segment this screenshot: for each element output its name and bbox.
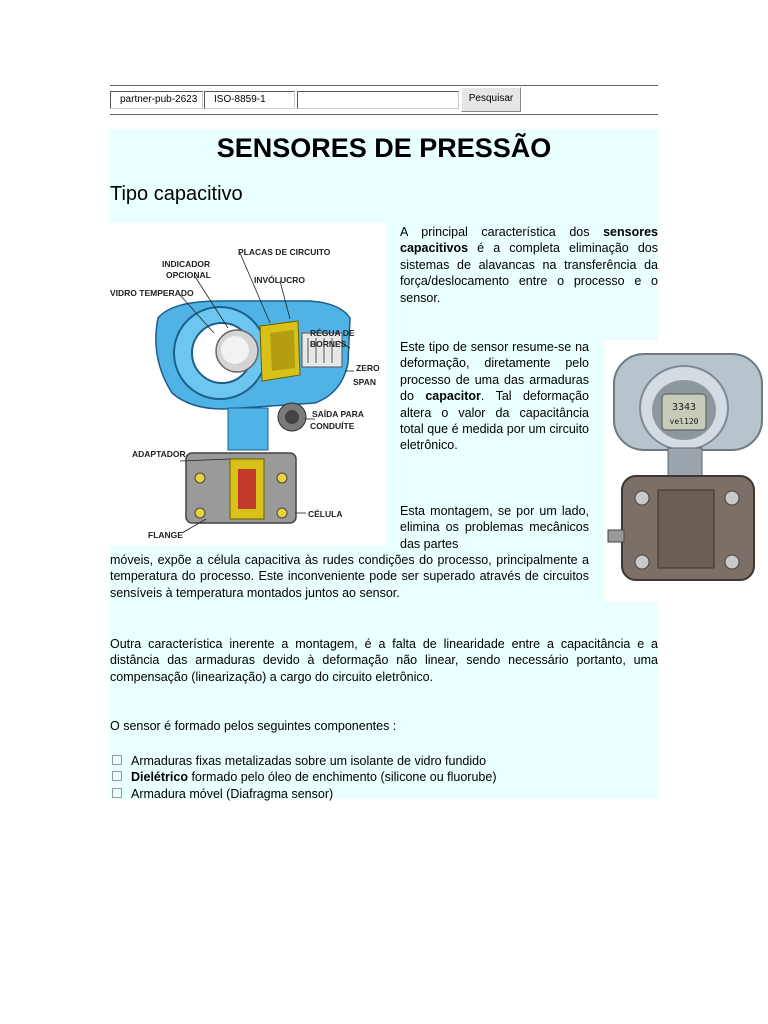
p1-text-a: A principal característica dos	[400, 225, 604, 239]
list-item-bold: Dielétrico	[131, 770, 188, 785]
label-saida: SAÍDA PARA	[312, 409, 364, 419]
label-adaptador: ADAPTADOR	[132, 449, 186, 459]
list-item	[110, 769, 658, 785]
page-title: SENSORES DE PRESSÃO	[216, 133, 552, 163]
sensor-cutaway-diagram	[110, 223, 386, 546]
checkbox-icon	[112, 771, 122, 781]
paragraph-3-top: Esta montagem, se por um lado, elimina os problemas mecânicos das partes	[400, 504, 589, 551]
paragraph-4: Outra característica inerente a montagem, é a falta de linearidade entre a capacitância e a distância das armaduras devido à deformação não linear, sendo necessário portanto, uma compensação (linearização) a cargo do circuito eletrônico.	[110, 637, 658, 684]
label-regua: RÉGUA DE	[310, 328, 355, 338]
label-celula: CÉLULA	[308, 509, 343, 519]
bottom-rule	[110, 114, 658, 115]
search-bar	[110, 87, 658, 113]
section-title: Tipo capacitivo	[110, 183, 243, 205]
photo-display-line2: vel120	[669, 417, 699, 426]
list-item	[110, 753, 658, 769]
list-item-text: formado pelo óleo de enchimento (silicone ou fluorube)	[187, 770, 497, 785]
p1-text-c: é a completa eliminação dos sistemas de alavancas na transferência da força/deslocamento entre o processo e o sensor.	[400, 241, 658, 305]
list-item-text: Armaduras fixas metalizadas sobre um isolante de vidro fundido	[131, 754, 487, 768]
top-rule	[110, 85, 658, 86]
list-item-text: Armadura móvel (Diafragma sensor)	[131, 786, 334, 801]
label-involucro: INVÓLUCRO	[254, 275, 305, 285]
label-opcional: OPCIONAL	[166, 270, 211, 280]
label-indicador: INDICADOR	[162, 259, 211, 269]
label-flange: FLANGE	[148, 530, 183, 540]
label-placas: PLACAS DE CIRCUITO	[238, 247, 331, 257]
encoding-field[interactable]: ISO-8859-1	[204, 91, 295, 109]
label-bornes: BORNES	[310, 339, 347, 349]
label-zero: ZERO	[356, 363, 380, 373]
checkbox-icon	[112, 788, 122, 798]
p1-bold: sensores capacitivos	[400, 225, 658, 256]
label-conduite: CONDUÍTE	[310, 421, 355, 431]
client-id-field[interactable]: partner-pub-2623	[110, 91, 203, 109]
p2-text-c: . Tal deformação altera o valor da capacitância total que é medida por um circuito eletrônico.	[400, 389, 589, 453]
component-list	[110, 753, 658, 802]
paragraph-2	[400, 339, 589, 454]
list-item	[110, 786, 658, 802]
p2-bold: capacitor	[425, 389, 481, 404]
search-input[interactable]	[297, 91, 459, 109]
checkbox-icon	[112, 755, 122, 765]
p2-text-a: Este tipo de sensor resume-se na deformação, diretamente pelo processo de uma das armaduras do	[400, 340, 589, 404]
label-span: SPAN	[353, 377, 376, 387]
paragraph-1	[400, 224, 658, 306]
photo-display-line1: 3343	[671, 402, 697, 413]
transmitter-photo	[604, 340, 764, 602]
label-vidro: VIDRO TEMPERADO	[110, 288, 194, 298]
paragraph-5: O sensor é formado pelos seguintes componentes :	[110, 719, 397, 733]
search-button[interactable]: Pesquisar	[461, 87, 521, 112]
paragraph-3-rest: móveis, expõe a célula capacitiva às rudes condições do processo, principalmente a temperatura do processo. Este inconveniente pode ser superado através de circuitos sensíveis à temperatura montados juntos ao sensor.	[110, 553, 589, 600]
